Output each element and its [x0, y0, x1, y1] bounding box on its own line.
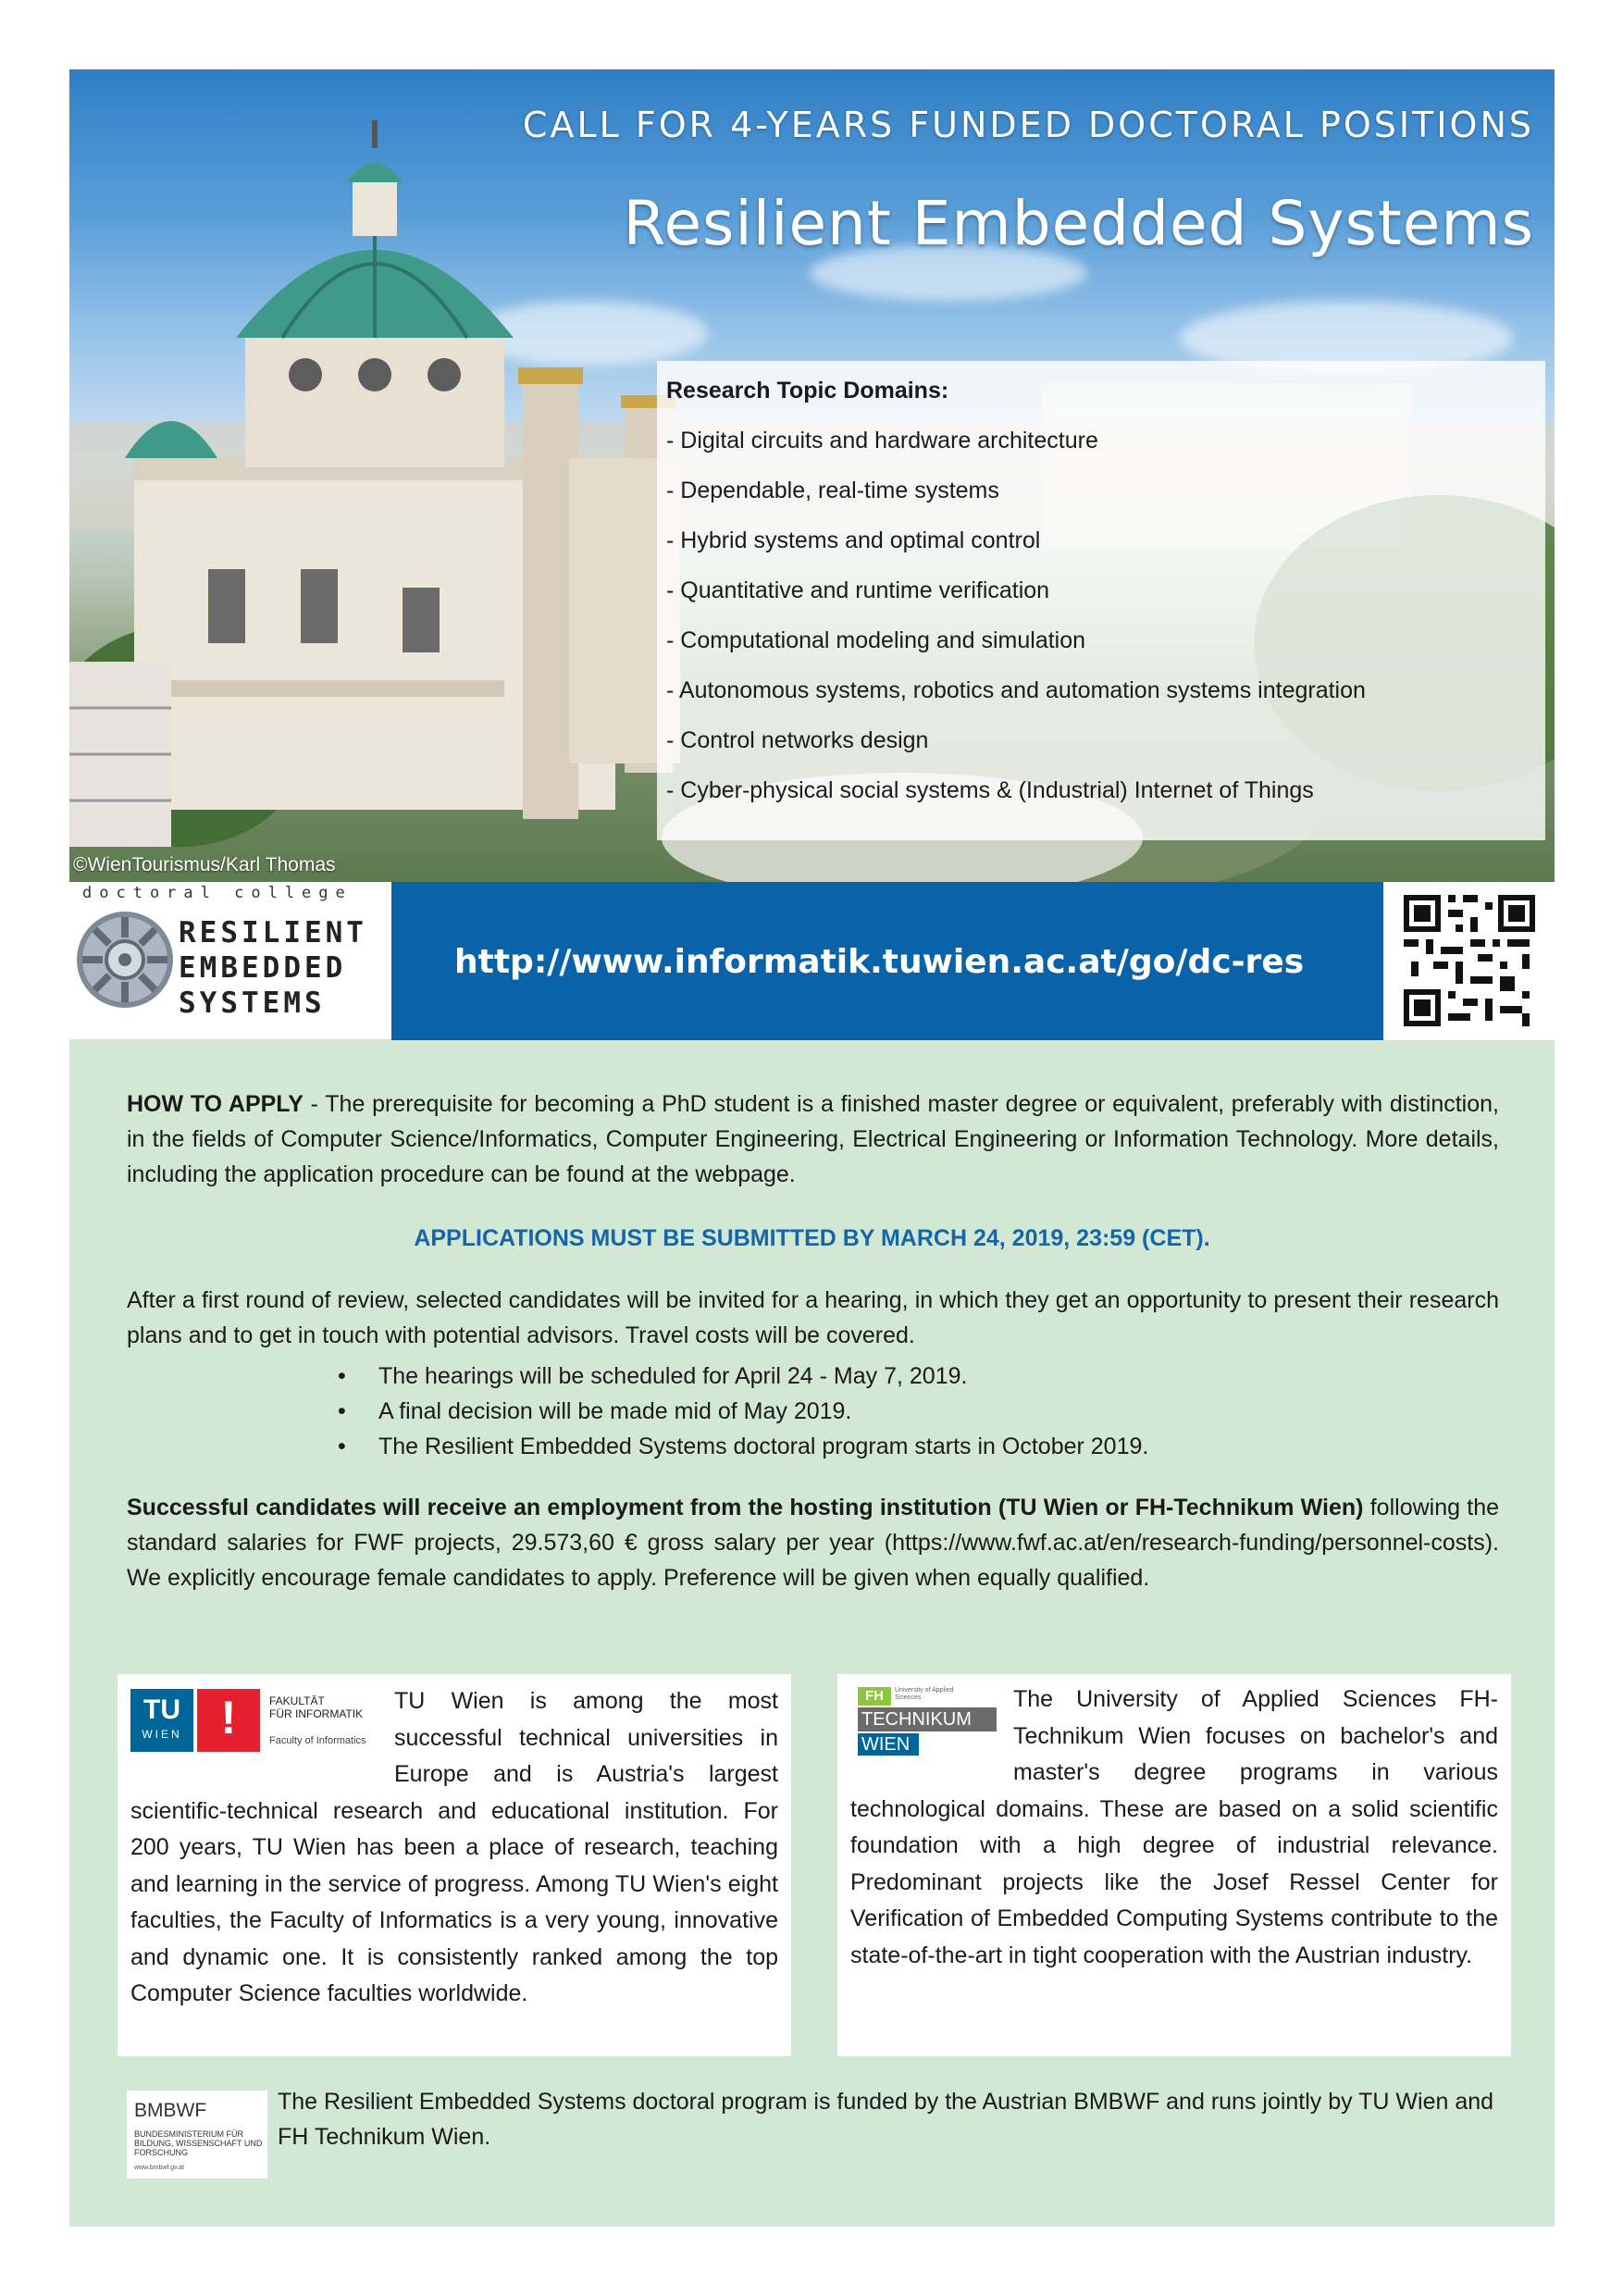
fh-technikum-description	[850, 1682, 1498, 1974]
how-to-apply	[127, 1086, 1499, 1192]
deadline-notice: APPLICATIONS MUST BE SUBMITTED BY MARCH 24, 2019, 23:59 (CET).	[414, 1225, 1210, 1251]
list-item: • The hearings will be scheduled for April 24 - May 7, 2019.	[338, 1359, 1148, 1394]
logo-band	[69, 882, 1555, 1040]
topic-item: - Control networks design	[666, 727, 929, 753]
topics-heading: Research Topic Domains:	[666, 378, 949, 403]
logo-spacer	[850, 1682, 1013, 1779]
hero-banner	[69, 69, 1555, 882]
tu-logo-text: TU	[143, 1694, 180, 1725]
schedule-list	[338, 1359, 1148, 1464]
review-text: After a first round of review, selected candidates will be invited for a hearing, in which they get an opportunity to present their research plans and to get in touch with potential advisors. Travel costs will be covered.	[127, 1287, 1499, 1348]
fh-logo-tagline: University of Applied Sciences	[895, 1687, 954, 1701]
topic-item: - Cyber-physical social systems & (Industrial) Internet of Things	[666, 777, 1314, 803]
doctoral-college-logo	[69, 882, 391, 1040]
program-url[interactable]: http://www.informatik.tuwien.ac.at/go/dc-res	[454, 943, 1305, 981]
exclamation-icon: !	[220, 1692, 237, 1744]
gear-icon	[73, 908, 177, 1011]
topic-item: - Autonomous systems, robotics and automation systems integration	[666, 677, 1366, 703]
bmbwf-url: www.bmbwf.gv.at	[134, 2165, 184, 2171]
bmbwf-title: BMBWF	[134, 2100, 207, 2121]
logo-line: EMBEDDED	[179, 951, 347, 985]
fh-technikum-card	[837, 1674, 1511, 2056]
logo-line: RESILIENT	[179, 916, 367, 949]
program-title: Resilient Embedded Systems	[623, 188, 1534, 259]
faculty-label-line: FAKULTÄT	[269, 1694, 325, 1707]
topic-item: - Quantitative and runtime verification	[666, 577, 1050, 603]
logo-line: SYSTEMS	[179, 987, 326, 1020]
tu-logo-wien: WIEN	[142, 1728, 182, 1741]
funding-text: The Resilient Embedded Systems doctoral program is funded by the Austrian BMBWF and runs jointly by TU Wien and FH Technikum Wien.	[278, 2089, 1494, 2150]
call-title: CALL FOR 4-YEARS FUNDED DOCTORAL POSITIONS	[522, 105, 1534, 145]
topic-item: - Hybrid systems and optimal control	[666, 527, 1041, 553]
employment-bold: Successful candidates will receive an employment from the hosting institution (TU Wien or FH-Technikum Wien)	[127, 1495, 1364, 1520]
fh-logo-wien: WIEN	[858, 1733, 919, 1756]
fh-technikum-text: The University of Applied Sciences FH-Technikum Wien focuses on bachelor's and master's degree programs in various technological domains. These are based on a solid scientific foundation with a high degree of industrial relevance. Predominant projects like the Josef Ressel Center for Verification of Embedded Computing Systems contribute to the state-of-the-art in tight cooperation with the Austrian industry.	[850, 1686, 1498, 1968]
list-item: • The Resilient Embedded Systems doctoral program starts in October 2019.	[338, 1429, 1148, 1464]
url-bar	[391, 882, 1383, 1040]
tu-wien-card	[118, 1674, 791, 2056]
topic-item: - Computational modeling and simulation	[666, 627, 1086, 653]
fh-logo-fh: FH	[858, 1687, 891, 1706]
bmbwf-subtitle: BUNDESMINISTERIUM FÜR BILDUNG, WISSENSCHAFT UND FORSCHUNG	[134, 2129, 263, 2157]
list-item: • A final decision will be made mid of May 2019.	[338, 1394, 1148, 1429]
tu-wien-description	[130, 1683, 778, 2013]
fh-logo-technikum: TECHNIKUM	[858, 1707, 997, 1731]
topic-item: - Dependable, real-time systems	[666, 478, 999, 503]
topic-item: - Digital circuits and hardware architecture	[666, 428, 1098, 453]
faculty-english: Faculty of Informatics	[269, 1735, 366, 1746]
info-panel	[69, 1040, 1555, 2227]
qr-code-icon	[1383, 882, 1555, 1040]
doctoral-college-label: doctoral college	[82, 884, 353, 902]
bmbwf-logo	[127, 2091, 267, 2178]
how-to-apply-text: - The prerequisite for becoming a PhD student is a finished master degree or equivalent, preferably with distinction, in the fields of Computer Science/Informatics, Computer Engineering, Electrical Engineering or Information Technology. More details, including the application procedure can be found at the webpage.	[127, 1091, 1499, 1187]
employment-text	[127, 1490, 1499, 1595]
faculty-label-line: FÜR INFORMATIK	[269, 1707, 364, 1720]
research-topics-box	[657, 361, 1545, 840]
employment-rest: following the standard salaries for FWF projects, 29.573,60 € gross salary per year (https://www.fwf.ac.at/en/research-funding/personnel-costs). We explicitly encourage female candidates to apply. Preference will be given when equally qualified.	[127, 1495, 1499, 1591]
doctoral-college-name	[179, 915, 367, 1021]
how-to-apply-heading: HOW TO APPLY	[127, 1091, 304, 1117]
tu-wien-text: TU Wien is among the most successful technical universities in Europe and is Austria's largest scientific-technical research and educational institution. For 200 years, TU Wien has been a place of research, teaching and learning in the service of progress. Among TU Wien's eight faculties, the Faculty of Informatics is a very young, innovative and dynamic one. It is consistently ranked among the top Computer Science faculties worldwide.	[130, 1688, 778, 2006]
photo-credit: ©WienTourismus/Karl Thomas	[73, 854, 336, 875]
logo-spacer	[130, 1683, 394, 1791]
qr-code	[1383, 882, 1555, 1040]
